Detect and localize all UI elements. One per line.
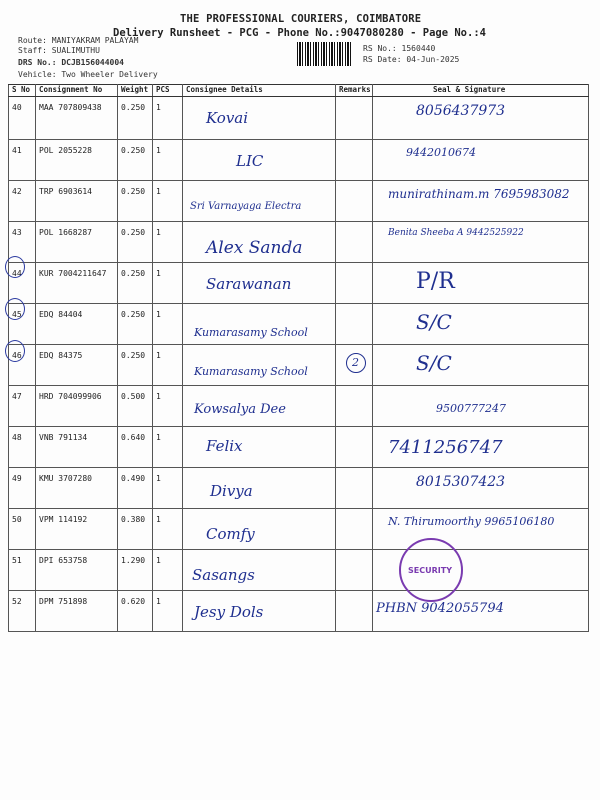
cell-pcs: 1 <box>153 140 183 181</box>
rs-no-line <box>363 44 435 53</box>
consignee-handwriting: Sarawanan <box>206 275 292 293</box>
cell-consignment: DPI 653758 <box>36 550 118 591</box>
sno-circle-mark <box>5 298 25 320</box>
signature-handwriting: munirathinam.m 7695983082 <box>388 187 570 201</box>
cell-weight: 0.620 <box>118 591 153 632</box>
cell-remarks <box>336 550 373 591</box>
cell-weight: 0.250 <box>118 222 153 263</box>
cell-signature <box>373 304 589 345</box>
cell-weight: 1.290 <box>118 550 153 591</box>
barcode <box>297 42 351 66</box>
cell-sno: 44 <box>9 263 36 304</box>
cell-sno: 45 <box>9 304 36 345</box>
route-line <box>18 36 138 45</box>
cell-signature <box>373 140 589 181</box>
consignee-handwriting: Divya <box>210 482 253 500</box>
signature-handwriting: 8056437973 <box>416 103 506 119</box>
consignee-handwriting: Felix <box>206 437 243 455</box>
signature-handwriting: 9442010674 <box>406 146 476 159</box>
consignee-handwriting: Kumarasamy School <box>194 365 308 378</box>
consignee-handwriting: Kumarasamy School <box>194 326 308 339</box>
table-row <box>9 304 589 345</box>
cell-weight: 0.250 <box>118 345 153 386</box>
signature-handwriting: 8015307423 <box>416 474 506 490</box>
consignee-handwriting: Jesy Dols <box>194 603 264 621</box>
table-row <box>9 591 589 632</box>
cell-sno: 51 <box>9 550 36 591</box>
cell-weight: 0.640 <box>118 427 153 468</box>
table-row <box>9 97 589 140</box>
staff-value: SUALIMUTHU <box>51 46 100 55</box>
cell-signature <box>373 263 589 304</box>
sno-circle-mark <box>5 340 25 362</box>
sno-circle-mark <box>5 256 25 278</box>
cell-remarks <box>336 345 373 386</box>
cell-remarks <box>336 181 373 222</box>
cell-weight: 0.490 <box>118 468 153 509</box>
cell-consignment: VNB 791134 <box>36 427 118 468</box>
cell-consignment: EDQ 84404 <box>36 304 118 345</box>
cell-consignment: KMU 3707280 <box>36 468 118 509</box>
table-row <box>9 181 589 222</box>
route-label: Route: <box>18 36 47 45</box>
consignee-handwriting: Comfy <box>206 525 255 543</box>
security-stamp <box>399 538 463 602</box>
cell-pcs: 1 <box>153 591 183 632</box>
cell-sno: 48 <box>9 427 36 468</box>
cell-remarks <box>336 97 373 140</box>
cell-sno: 42 <box>9 181 36 222</box>
cell-weight: 0.250 <box>118 181 153 222</box>
cell-remarks <box>336 591 373 632</box>
cell-consignee <box>183 263 336 304</box>
table-row <box>9 550 589 591</box>
table-row <box>9 427 589 468</box>
table-row <box>9 222 589 263</box>
cell-consignment: HRD 704099906 <box>36 386 118 427</box>
stamp-text: SECURITY <box>408 566 452 575</box>
runsheet-table <box>8 84 589 632</box>
table-row <box>9 345 589 386</box>
cell-sno: 47 <box>9 386 36 427</box>
cell-signature <box>373 222 589 263</box>
cell-consignee <box>183 427 336 468</box>
consignee-handwriting: Alex Sanda <box>206 238 303 258</box>
signature-handwriting: 7411256747 <box>388 437 503 458</box>
runsheet-subtitle: Delivery Runsheet - PCG - Phone No.:9047080280 - Page No.:4 <box>113 27 486 39</box>
cell-consignee <box>183 140 336 181</box>
table-row <box>9 386 589 427</box>
cell-pcs: 1 <box>153 181 183 222</box>
cell-consignment: KUR 7004211647 <box>36 263 118 304</box>
cell-weight: 0.380 <box>118 509 153 550</box>
signature-handwriting: S/C <box>416 310 452 334</box>
cell-signature <box>373 386 589 427</box>
remark-circled-number: 2 <box>346 353 366 373</box>
rs-date-value: 04-Jun-2025 <box>406 55 460 64</box>
table-header-row <box>9 85 589 97</box>
table-row <box>9 263 589 304</box>
vehicle-value: Two Wheeler Delivery <box>61 70 158 79</box>
cell-remarks <box>336 509 373 550</box>
cell-remarks <box>336 468 373 509</box>
vehicle-label: Vehicle: <box>18 70 57 79</box>
cell-pcs: 1 <box>153 304 183 345</box>
route-value: MANIYAKRAM PALAYAM <box>51 36 139 45</box>
table-row <box>9 468 589 509</box>
cell-weight: 0.500 <box>118 386 153 427</box>
cell-consignment: POL 2055228 <box>36 140 118 181</box>
cell-remarks <box>336 263 373 304</box>
cell-weight: 0.250 <box>118 140 153 181</box>
cell-consignee <box>183 591 336 632</box>
signature-handwriting: N. Thirumoorthy 9965106180 <box>388 515 555 528</box>
cell-remarks <box>336 386 373 427</box>
cell-remarks <box>336 427 373 468</box>
staff-line <box>18 46 100 55</box>
table-row <box>9 509 589 550</box>
cell-consignment: TRP 6903614 <box>36 181 118 222</box>
page-title: THE PROFESSIONAL COURIERS, COIMBATORE <box>180 13 422 25</box>
cell-pcs: 1 <box>153 509 183 550</box>
vehicle-line <box>18 70 158 79</box>
rs-no-value: 1560440 <box>401 44 436 53</box>
cell-consignment: DPM 751898 <box>36 591 118 632</box>
cell-signature <box>373 427 589 468</box>
cell-consignee <box>183 386 336 427</box>
rs-date-label: RS Date: <box>363 55 402 64</box>
cell-consignee <box>183 304 336 345</box>
col-remarks: Remarks <box>336 85 373 97</box>
cell-signature <box>373 181 589 222</box>
cell-pcs: 1 <box>153 263 183 304</box>
cell-signature <box>373 468 589 509</box>
cell-remarks <box>336 140 373 181</box>
cell-consignee <box>183 181 336 222</box>
consignee-handwriting: Kovai <box>206 109 249 127</box>
cell-pcs: 1 <box>153 345 183 386</box>
col-weight: Weight <box>118 85 153 97</box>
cell-consignee <box>183 468 336 509</box>
signature-handwriting: Benita Sheeba A 9442525922 <box>388 228 524 238</box>
cell-sno: 52 <box>9 591 36 632</box>
col-sno: S No <box>9 85 36 97</box>
signature-handwriting: S/C <box>416 351 452 375</box>
cell-weight: 0.250 <box>118 97 153 140</box>
cell-signature <box>373 509 589 550</box>
cell-sno: 50 <box>9 509 36 550</box>
rs-date-line <box>363 55 459 64</box>
drs-line <box>18 58 124 67</box>
cell-weight: 0.250 <box>118 304 153 345</box>
cell-consignee <box>183 550 336 591</box>
cell-sno: 43 <box>9 222 36 263</box>
cell-sno: 41 <box>9 140 36 181</box>
cell-consignment: EDQ 84375 <box>36 345 118 386</box>
cell-remarks <box>336 222 373 263</box>
cell-sno: 46 <box>9 345 36 386</box>
cell-consignee <box>183 97 336 140</box>
cell-signature <box>373 345 589 386</box>
col-pcs: PCS <box>153 85 183 97</box>
col-signature: Seal & Signature <box>373 85 589 97</box>
cell-consignee <box>183 222 336 263</box>
col-consignment: Consignment No <box>36 85 118 97</box>
cell-signature <box>373 97 589 140</box>
signature-handwriting: PHBN 9042055794 <box>376 601 504 616</box>
signature-handwriting: 9500777247 <box>436 402 506 415</box>
consignee-handwriting: Kowsalya Dee <box>194 402 286 417</box>
cell-weight: 0.250 <box>118 263 153 304</box>
signature-handwriting: P/R <box>416 269 455 294</box>
drs-label: DRS No.: <box>18 58 57 67</box>
staff-label: Staff: <box>18 46 47 55</box>
cell-signature <box>373 591 589 632</box>
cell-pcs: 1 <box>153 550 183 591</box>
consignee-handwriting: Sri Varnayaga Electra <box>190 201 302 212</box>
col-consignee: Consignee Details <box>183 85 336 97</box>
cell-sno: 40 <box>9 97 36 140</box>
rs-no-label: RS No.: <box>363 44 397 53</box>
drs-value: DCJB156044004 <box>61 58 124 67</box>
cell-consignment: POL 1668287 <box>36 222 118 263</box>
cell-pcs: 1 <box>153 468 183 509</box>
cell-consignee <box>183 345 336 386</box>
table-row <box>9 140 589 181</box>
consignee-handwriting: Sasangs <box>192 566 255 584</box>
consignee-handwriting: LIC <box>236 152 264 170</box>
cell-pcs: 1 <box>153 427 183 468</box>
cell-consignee <box>183 509 336 550</box>
cell-consignment: VPM 114192 <box>36 509 118 550</box>
cell-pcs: 1 <box>153 386 183 427</box>
cell-pcs: 1 <box>153 222 183 263</box>
cell-sno: 49 <box>9 468 36 509</box>
cell-remarks <box>336 304 373 345</box>
cell-pcs: 1 <box>153 97 183 140</box>
cell-consignment: MAA 707809438 <box>36 97 118 140</box>
cell-signature <box>373 550 589 591</box>
